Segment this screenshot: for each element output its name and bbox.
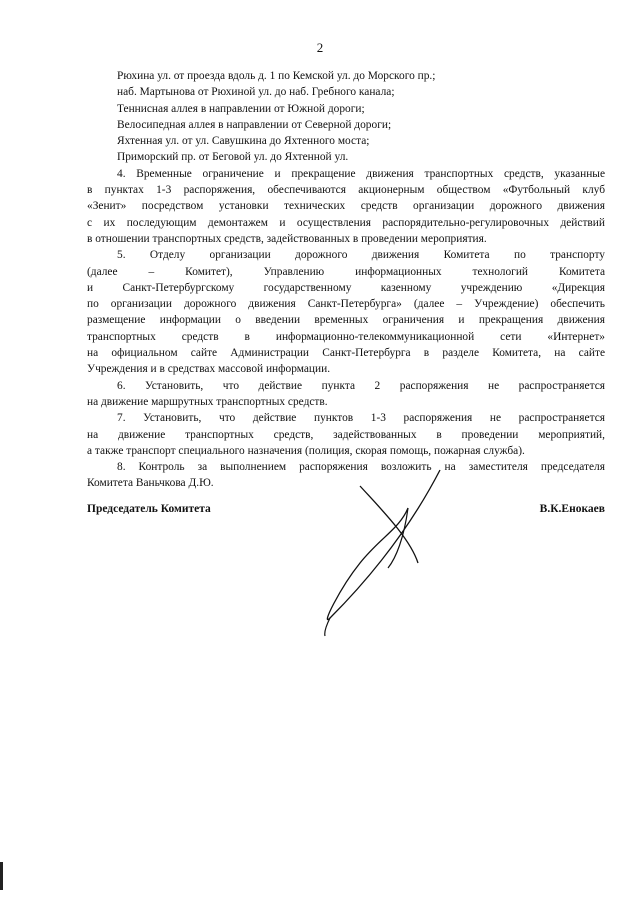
paragraph-line: и Санкт-Петербургскому государственному казенному учреждению «Дирекция: [87, 281, 605, 294]
road-line: Яхтенная ул. от ул. Савушкина до Яхтенного моста;: [117, 135, 370, 148]
road-line: Теннисная аллея в направлении от Южной дороги;: [117, 102, 365, 115]
paragraph-line: (далее – Комитет), Управлению информационных технологий Комитета: [87, 265, 605, 278]
paragraph-line: Комитета Ваньчкова Д.Ю.: [87, 477, 214, 490]
paragraph-5: [87, 247, 605, 377]
paragraph-line: в пунктах 1-3 распоряжения, обеспечиваются акционерным обществом «Футбольный клуб: [87, 184, 605, 197]
document-body: [87, 68, 605, 492]
road-line: наб. Мартынова от Рюхиной ул. до наб. Гребного канала;: [117, 86, 395, 99]
paragraph-line: 4. Временные ограничение и прекращение движения транспортных средств, указанные: [117, 167, 605, 180]
paragraph-6: [87, 378, 605, 411]
paragraph-7: [87, 410, 605, 459]
signatory-title: Председатель Комитета: [87, 503, 211, 515]
paragraph-line: на официальном сайте Администрации Санкт-Петербурга в разделе Комитета, на сайте: [87, 347, 605, 360]
road-line: Рюхина ул. от проезда вдоль д. 1 по Кемской ул. до Морского пр.;: [117, 70, 436, 82]
paragraph-line: 8. Контроль за выполнением распоряжения возложить на заместителя председателя: [117, 461, 605, 474]
signatory-name: В.К.Енокаев: [539, 503, 605, 515]
paragraph-line: а также транспорт специального назначения (полиция, скорая помощь, пожарная служба).: [87, 444, 525, 457]
paragraph-line: размещение информации о введении временных ограничения и прекращения движения: [87, 314, 605, 327]
road-line: Велосипедная аллея в направлении от Северной дороги;: [117, 118, 392, 131]
paragraph-line: на движение транспортных средств, задействованных в проведении мероприятий,: [87, 428, 605, 441]
paragraph-line: транспортных средств в информационно-телекоммуникационной сети «Интернет»: [87, 330, 605, 343]
paragraph-line: с их последующим демонтажем и осуществления распорядительно-регулировочных действий: [87, 216, 605, 229]
paragraph-line: 6. Установить, что действие пункта 2 распоряжения не распространяется: [117, 379, 605, 392]
paragraph-line: в отношении транспортных средств, задействованных в проведении мероприятия.: [87, 232, 487, 245]
paragraph-line: на движение маршрутных транспортных средств.: [87, 395, 328, 408]
paragraph-line: «Зенит» посредством установки технических средств организации дорожного движения: [87, 200, 605, 213]
paragraph-line: 5. Отделу организации дорожного движения Комитета по транспорту: [117, 249, 605, 262]
handwritten-signature: [300, 468, 460, 638]
page-number: 2: [316, 40, 324, 55]
road-line: Приморский пр. от Беговой ул. до Яхтенной ул.: [117, 151, 349, 164]
paragraph-line: по организации дорожного движения Санкт-Петербурга» (далее – Учреждение) обеспечить: [87, 298, 605, 311]
paragraph-4: [87, 166, 605, 247]
scan-edge-mark: [0, 862, 3, 890]
paragraph-line: 7. Установить, что действие пунктов 1-3 распоряжения не распространяется: [117, 412, 605, 425]
paragraph-line: Учреждения и в средствах массовой информации.: [87, 363, 331, 376]
